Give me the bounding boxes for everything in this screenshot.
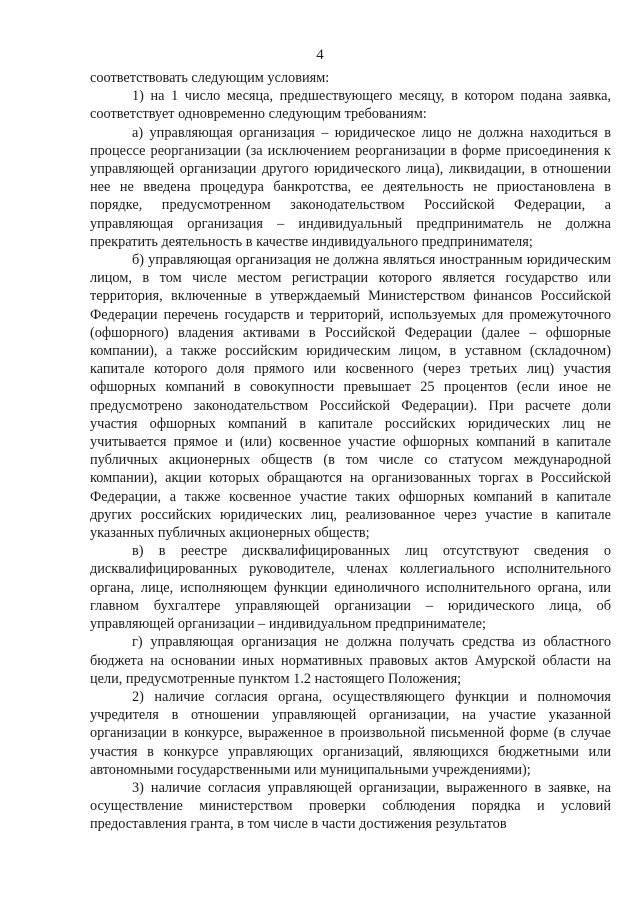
document-body — [90, 69, 611, 834]
paragraph: соответствовать следующим условиям: — [90, 70, 330, 86]
paragraph: в) в реестре дисквалифицированных лиц отсутствуют сведения о дисквалифицированных руководителе, членах коллегиального исполнительного органа, лице, исполняющем функции единоличного исполнительного органа, или главном бухгалтере управляющей организации – юридического лица, об управляющей организации – индивидуальном предпринимателе; — [90, 543, 611, 633]
paragraph: 1) на 1 число месяца, предшествующего месяцу, в котором подана заявка, соответствует одновременно следующим требованиям: — [90, 88, 611, 123]
paragraph: а) управляющая организация – юридическое лицо не должна находиться в процессе реорганизации (за исключением реорганизации в форме присоединения к управляющей организации другого юридического лица), ликвидации, в отношении нее не введена процедура банкротства, ее деятельность не приостановлена в порядке, предусмотренном законодательством Российской Федерации, а управляющая организация – индивидуальный предприниматель не должна прекратить деятельность в качестве индивидуального предпринимателя; — [90, 124, 611, 250]
paragraph: б) управляющая организация не должна являться иностранным юридическим лицом, в том числе местом регистрации которого является государство или территория, включенные в утверждаемый Министерством финансов Российской Федерации перечень государств и территорий, используемых для промежуточного (офшорного) владения активами в Российской Федерации (далее – офшорные компании), а также российским юридическим лицом, в уставном (складочном) капитале которого доля прямого или косвенного (через третьих лиц) участия офшорных компаний в совокупности превышает 25 процентов (если иное не предусмотрено законодательством Российской Федерации). При расчете доли участия офшорных компаний в капитале российских юридических лиц не учитывается прямое и (или) косвенное участие офшорных компаний в капитале публичных акционерных обществ (в том числе со статусом международной компании), акции которых обращаются на организованных торгах в Российской Федерации, а также косвенное участие таких офшорных компаний в капитале других российских юридических лиц, реализованное через участие в капитале указанных публичных акционерных обществ; — [90, 252, 611, 542]
paragraph: г) управляющая организация не должна получать средства из областного бюджета на основании иных нормативных правовых актов Амурской области на цели, предусмотренные пунктом 1.2 настоящего Положения; — [90, 634, 611, 687]
paragraph: 2) наличие согласия органа, осуществляющего функции и полномочия учредителя в отношении управляющей организации, на участие указанной организации в конкурсе, выраженное в произвольной письменной форме (в случае участия в конкурсе управляющих организаций, являющихся бюджетными или автономными государственными или муниципальными учреждениями); — [90, 688, 611, 778]
paragraph: 3) наличие согласия управляющей организации, выраженного в заявке, на осуществление министерством проверки соблюдения порядка и условий предоставления гранта, в том числе в части достижения результатов — [90, 779, 611, 833]
page-number: 4 — [316, 47, 324, 63]
